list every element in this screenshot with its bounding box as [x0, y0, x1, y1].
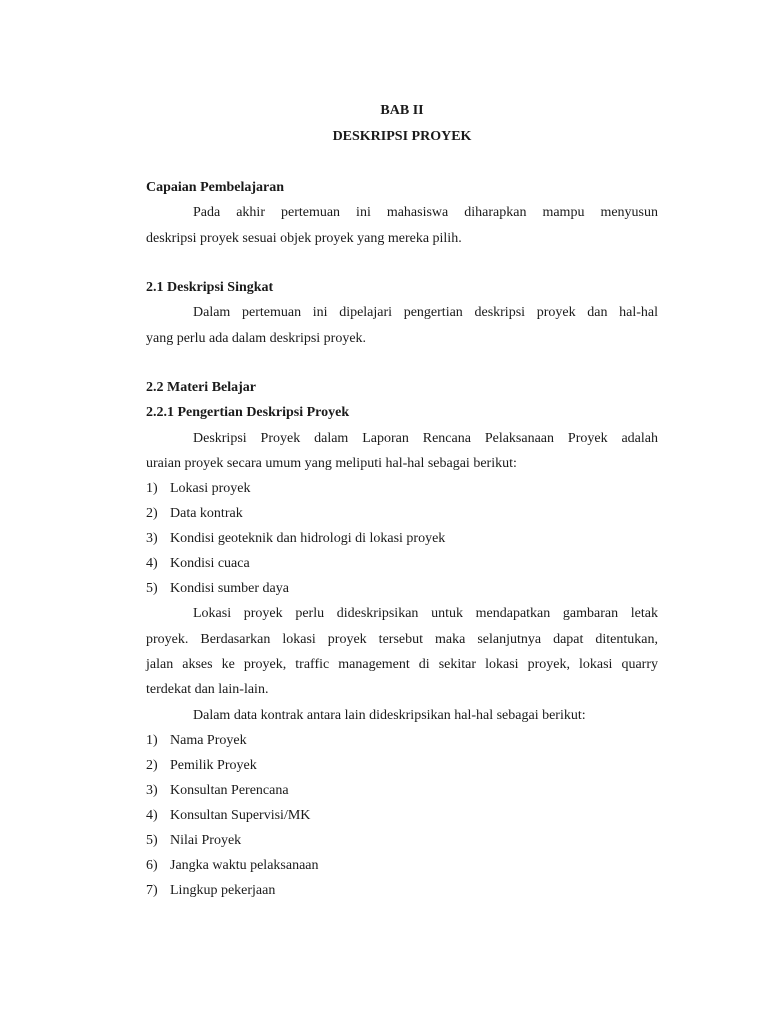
list-item: Konsultan Perencana	[170, 783, 289, 798]
lokasi-paragraph-line: terdekat dan lain-lain.	[146, 682, 269, 697]
list-item: Konsultan Supervisi/MK	[170, 808, 311, 823]
lokasi-paragraph-line: Lokasi proyek perlu dideskripsikan untuk mendapatkan gambaran letak	[193, 606, 658, 621]
list-item: Pemilik Proyek	[170, 758, 257, 773]
kontrak-paragraph-line: Dalam data kontrak antara lain dideskripsikan hal-hal sebagai berikut:	[193, 708, 586, 723]
materi-heading: 2.2 Materi Belajar	[146, 380, 257, 395]
capaian-paragraph-line: deskripsi proyek sesuai objek proyek yang mereka pilih.	[146, 231, 462, 246]
chapter-title: DESKRIPSI PROYEK	[332, 129, 472, 144]
list-item-number: 4)	[146, 808, 158, 823]
list-item: Lokasi proyek	[170, 481, 251, 496]
chapter-number: BAB II	[380, 103, 424, 118]
list-item: Kondisi geoteknik dan hidrologi di lokasi proyek	[170, 531, 446, 546]
list-item-number: 6)	[146, 858, 158, 873]
intro-paragraph-line: uraian proyek secara umum yang meliputi hal-hal sebagai berikut:	[146, 456, 517, 471]
list-item-number: 4)	[146, 556, 158, 571]
list-item: Lingkup pekerjaan	[170, 883, 276, 898]
list-item-number: 5)	[146, 833, 158, 848]
singkat-heading: 2.1 Deskripsi Singkat	[146, 280, 274, 295]
singkat-paragraph-line: yang perlu ada dalam deskripsi proyek.	[146, 331, 367, 346]
capaian-paragraph-line: Pada akhir pertemuan ini mahasiswa diharapkan mampu menyusun	[193, 205, 658, 220]
list-item-number: 1)	[146, 733, 158, 748]
capaian-heading: Capaian Pembelajaran	[146, 180, 285, 195]
materi-subheading: 2.2.1 Pengertian Deskripsi Proyek	[146, 405, 350, 420]
list-item-number: 1)	[146, 481, 158, 496]
singkat-paragraph-line: Dalam pertemuan ini dipelajari pengertian deskripsi proyek dan hal-hal	[193, 305, 658, 320]
list-item-number: 2)	[146, 506, 158, 521]
list-item-number: 5)	[146, 581, 158, 596]
list-item: Nama Proyek	[170, 733, 247, 748]
list-item-number: 3)	[146, 783, 158, 798]
intro-paragraph-line: Deskripsi Proyek dalam Laporan Rencana Pelaksanaan Proyek adalah	[193, 431, 658, 446]
list-item: Kondisi sumber daya	[170, 581, 289, 596]
list-item: Kondisi cuaca	[170, 556, 250, 571]
lokasi-paragraph-line: proyek. Berdasarkan lokasi proyek tersebut maka selanjutnya dapat ditentukan,	[146, 632, 658, 647]
list-item: Data kontrak	[170, 506, 243, 521]
list-item: Nilai Proyek	[170, 833, 242, 848]
list-item: Jangka waktu pelaksanaan	[170, 858, 319, 873]
list-item-number: 2)	[146, 758, 158, 773]
list-item-number: 7)	[146, 883, 158, 898]
lokasi-paragraph-line: jalan akses ke proyek, traffic management di sekitar lokasi proyek, lokasi quarry	[146, 657, 658, 672]
list-item-number: 3)	[146, 531, 158, 546]
